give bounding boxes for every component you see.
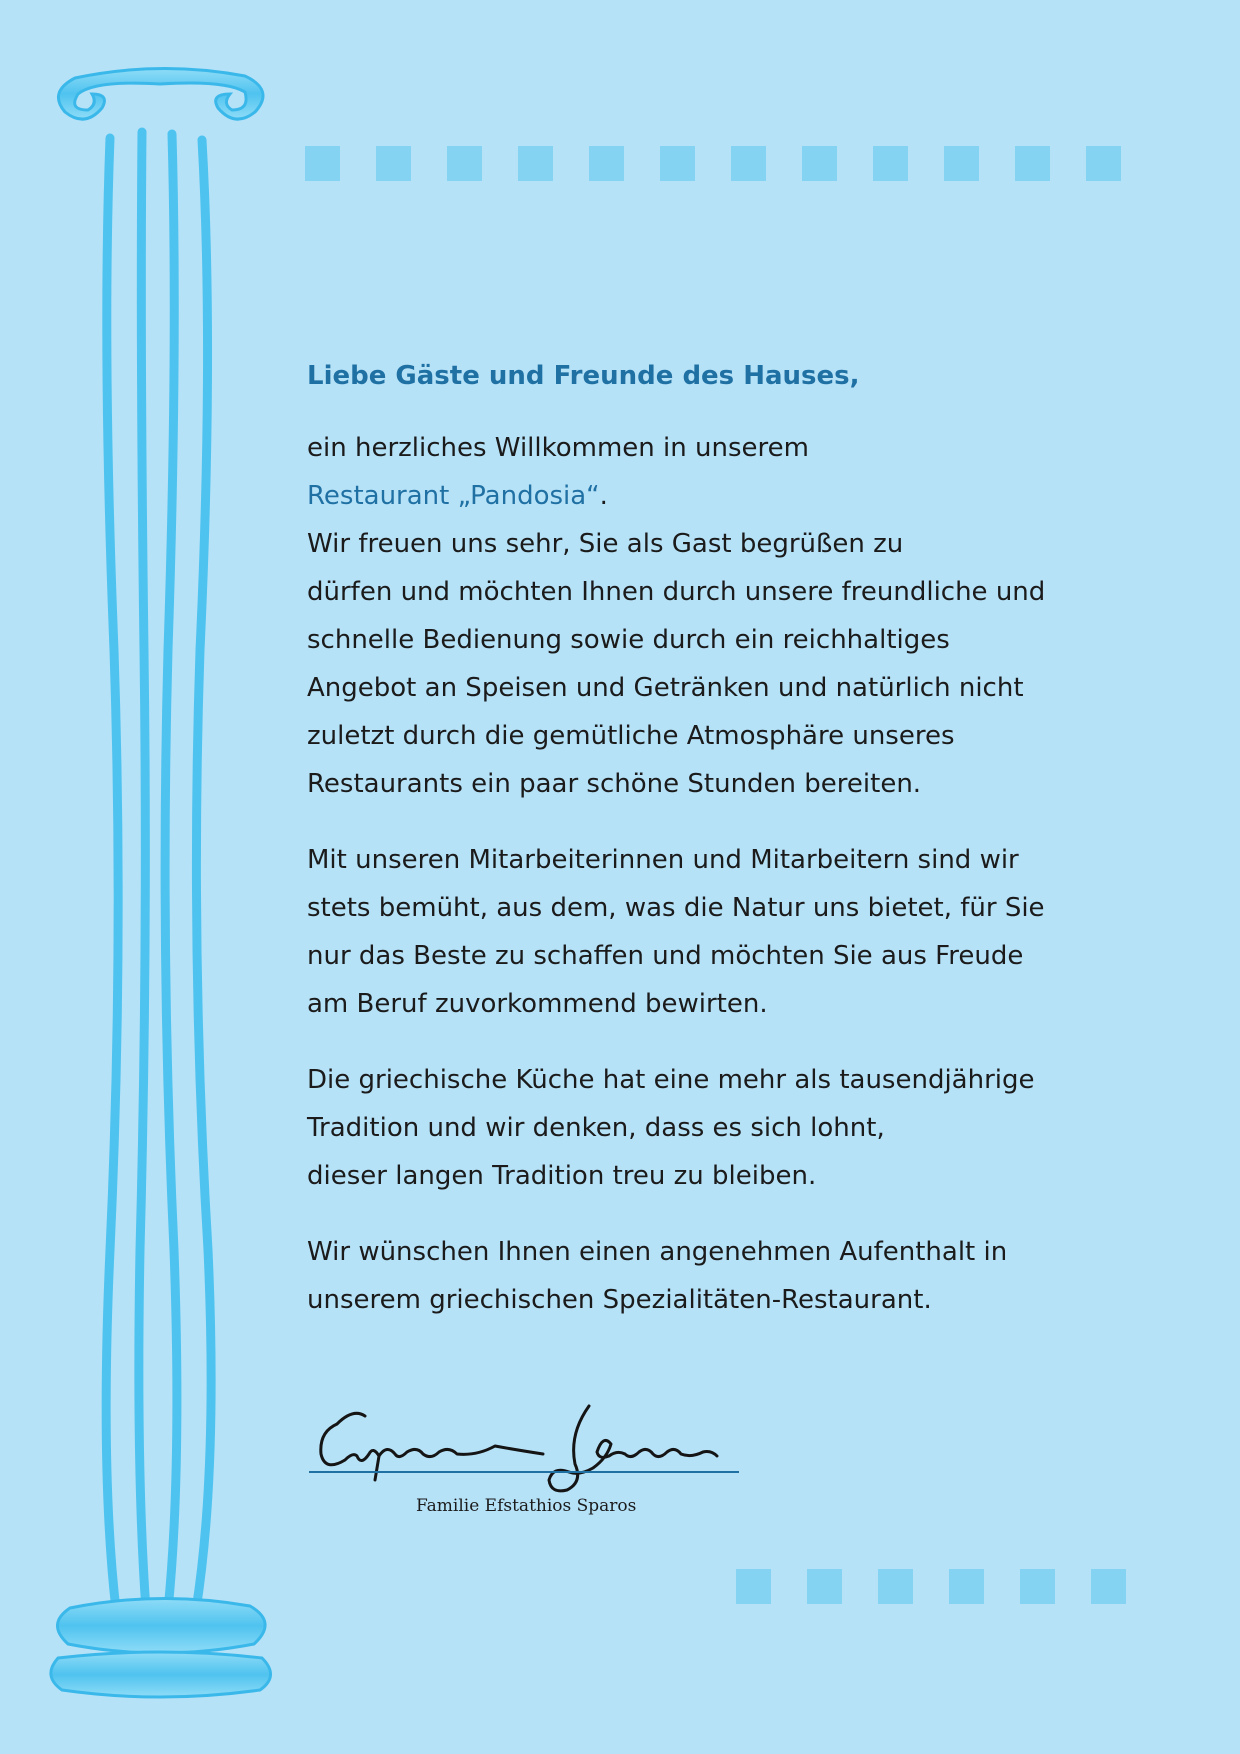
text-line: Restaurant „Pandosia“.	[307, 481, 608, 511]
restaurant-name: Restaurant „Pandosia“	[307, 481, 600, 511]
paragraph-welcome	[307, 424, 1127, 808]
text-line: Angebot an Speisen und Getränken und natürlich nicht	[307, 673, 1024, 703]
text-line: Die griechische Küche hat eine mehr als tausendjährige	[307, 1065, 1035, 1095]
text-line: stets bemüht, aus dem, was die Natur uns bietet, für Sie	[307, 893, 1045, 923]
deco-square	[731, 146, 766, 181]
deco-square	[878, 1569, 913, 1604]
welcome-letter	[307, 352, 1127, 1352]
text-line: Wir freuen uns sehr, Sie als Gast begrüßen zu	[307, 529, 904, 559]
text-line: dieser langen Tradition treu zu bleiben.	[307, 1161, 817, 1191]
text-line: schnelle Bedienung sowie durch ein reichhaltiges	[307, 625, 950, 655]
deco-square	[807, 1569, 842, 1604]
text-line: Restaurants ein paar schöne Stunden bereiten.	[307, 769, 922, 799]
text-line: Wir wünschen Ihnen einen angenehmen Aufenthalt in	[307, 1237, 1008, 1267]
deco-square	[873, 146, 908, 181]
ionic-column-icon	[40, 50, 280, 1730]
deco-square	[589, 146, 624, 181]
deco-square	[376, 146, 411, 181]
deco-square	[518, 146, 553, 181]
deco-square	[1086, 146, 1121, 181]
deco-square	[736, 1569, 771, 1604]
text-line: ein herzliches Willkommen in unserem	[307, 433, 809, 463]
paragraph-staff	[307, 836, 1127, 1028]
signature-caption: Familie Efstathios Sparos	[416, 1496, 637, 1516]
paragraph-tradition	[307, 1056, 1127, 1200]
deco-square	[802, 146, 837, 181]
deco-square	[660, 146, 695, 181]
text-line: Mit unseren Mitarbeiterinnen und Mitarbeitern sind wir	[307, 845, 1019, 875]
paragraph-closing	[307, 1228, 1127, 1324]
top-square-border	[305, 146, 1121, 181]
deco-square	[447, 146, 482, 181]
handwritten-signature-icon	[307, 1394, 747, 1504]
text-line: dürfen und möchten Ihnen durch unsere freundliche und	[307, 577, 1046, 607]
text-line: unserem griechischen Spezialitäten-Restaurant.	[307, 1285, 932, 1315]
text-line: Tradition und wir denken, dass es sich lohnt,	[307, 1113, 885, 1143]
text-line: zuletzt durch die gemütliche Atmosphäre unseres	[307, 721, 955, 751]
deco-square	[944, 146, 979, 181]
deco-square	[1015, 146, 1050, 181]
text-line: am Beruf zuvorkommend bewirten.	[307, 989, 768, 1019]
deco-square	[1020, 1569, 1055, 1604]
deco-square	[305, 146, 340, 181]
greeting-heading: Liebe Gäste und Freunde des Hauses,	[307, 361, 860, 391]
deco-square	[1091, 1569, 1126, 1604]
deco-square	[949, 1569, 984, 1604]
text-line: nur das Beste zu schaffen und möchten Sie aus Freude	[307, 941, 1024, 971]
bottom-square-border	[736, 1569, 1126, 1604]
